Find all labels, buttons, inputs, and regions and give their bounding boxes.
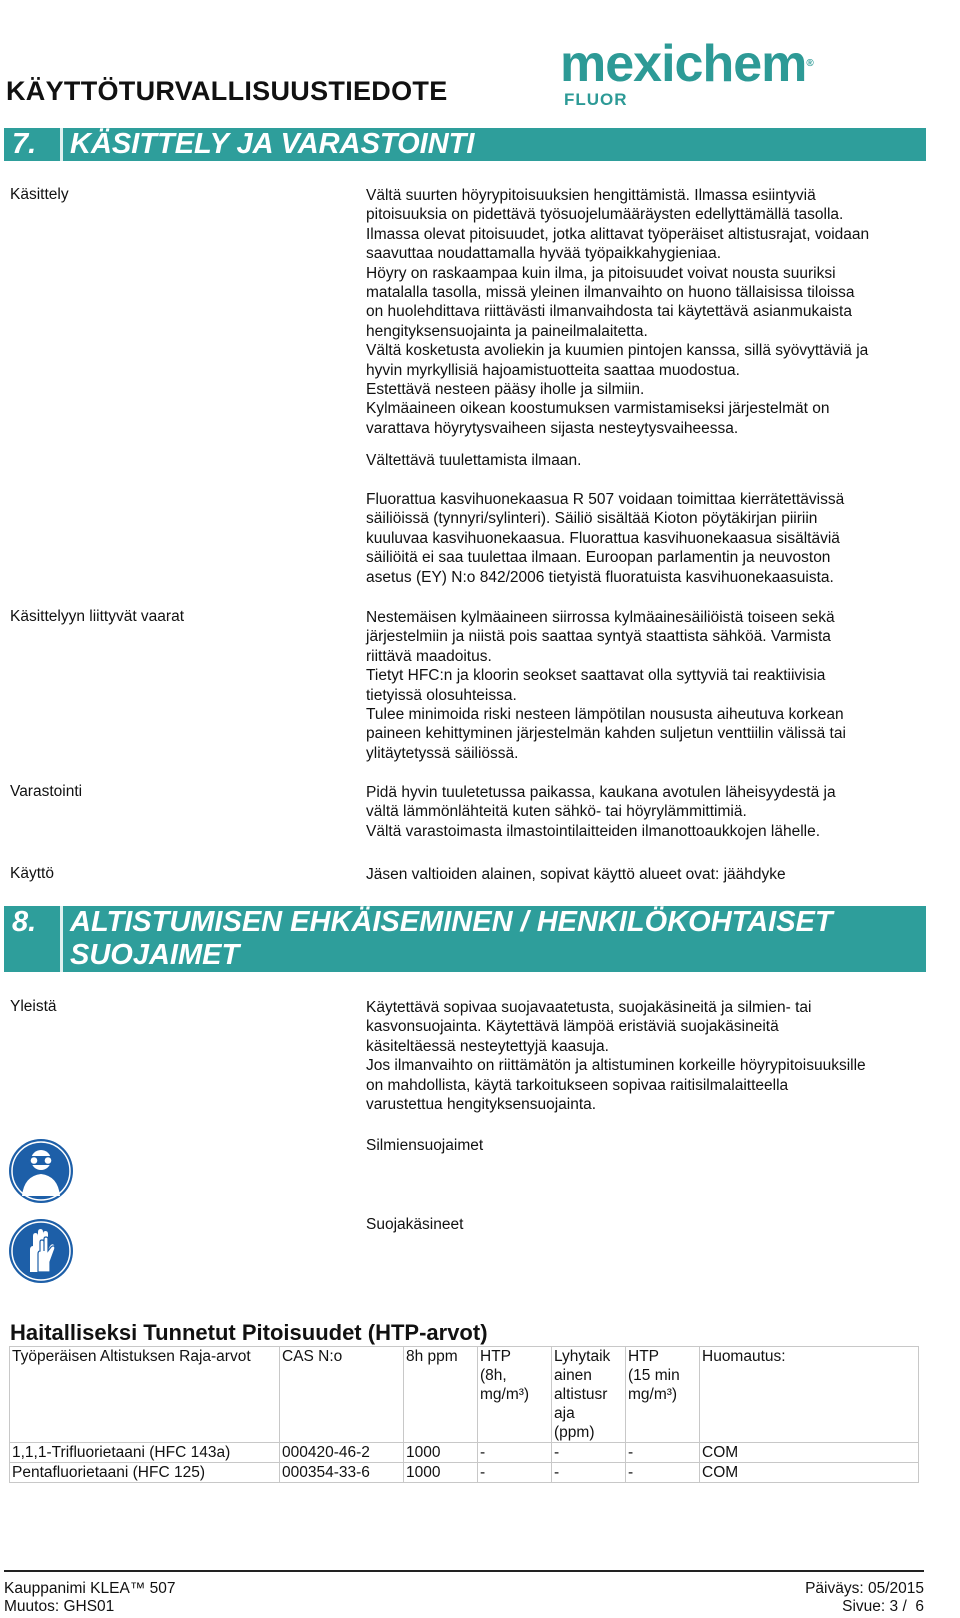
table-cell: - [478,1443,552,1463]
logo-subtext: FLUOR [564,90,628,109]
table-cell: 1000 [404,1443,478,1463]
section-divider [60,128,63,161]
use-text: Jäsen valtioiden alainen, sopivat käyttö alueet ovat: jäähdyke [366,866,786,883]
table-cell: 000354-33-6 [280,1463,404,1483]
logo-brand-text: mexichem [560,35,807,93]
footer-divider [4,1570,924,1572]
handling-venting-text: Vältettävä tuulettamista ilmaan. [366,452,582,469]
use-label: Käyttö [10,865,54,882]
hand-protection-label: Suojakäsineet [366,1216,464,1233]
table-cell: - [626,1463,700,1483]
table-header-cell: CAS N:o [280,1347,404,1443]
company-logo [560,35,813,109]
table-cell: - [626,1443,700,1463]
table-cell: - [552,1463,626,1483]
table-header-cell: HTP (15 min mg/m³) [626,1347,700,1443]
logo-registered-mark: ® [806,58,813,69]
table-cell: COM [700,1463,919,1483]
section-7-title: KÄSITTELY JA VARASTOINTI [70,128,475,160]
table-header-cell: Lyhytaik ainen altistusr aja (ppm) [552,1347,626,1443]
section-8-header [4,906,926,972]
storage-text: Pidä hyvin tuuletetussa paikassa, kaukana avotulen läheisyydestä ja vältä lämmönlähteitä kuten sähkö- tai höyrylämmittimiä. Vältä varastoimasta ilmastointilaitteiden ilmanottoaukkojen lähelle. [366,784,836,840]
table-header-cell: 8h ppm [404,1347,478,1443]
hazards-text: Nestemäisen kylmäaineen siirrossa kylmäainesäiliöistä toiseen sekä järjestelmiin ja niistä pois saattaa syntyä staattista sähköä. Varmista riittävä maadoitus. Tietyt HFC:n ja kloorin seokset saattavat olla syttyviä tai reaktiivisia tietyissä olosuhteissa. Tulee minimoida riski nesteen lämpötilan noususta aiheutuva korkean paineen kehittyminen järjestelmän kahden suljetun venttiilin välissä tai ylitäytetyssä säiliössä. [366,609,846,762]
gloves-icon [8,1218,74,1289]
handling-ghg-text: Fluorattua kasvihuonekaasua R 507 voidaan toimittaa kierrätettävissä säiliöissä (tynnyri/sylinteri). Säiliö sisältää Kioton pöytäkirjan piiriin kuuluvaa kasvihuonekaasua. Fluorattua kasvihuonekaasua sisältäviä säiliöitä ei saa tuulettaa ilmaan. Euroopan parlamentin ja neuvoston asetus (EY) N:o 842/2006 tietyistä fluoratuista kasvihuonekaasuista. [366,491,845,586]
table-header-cell: Huomautus: [700,1347,919,1443]
document-title: KÄYTTÖTURVALLISUUSTIEDOTE [6,76,448,106]
htp-table [9,1346,919,1483]
table-header-cell: HTP (8h, mg/m³) [478,1347,552,1443]
table-row [10,1463,919,1483]
section-7-header [4,128,926,161]
section-8-number: 8. [12,906,37,938]
handling-label: Käsittely [10,186,69,203]
hazards-label: Käsittelyyn liittyvät vaarat [10,608,185,625]
goggles-icon [8,1138,74,1209]
table-cell: 000420-46-2 [280,1443,404,1463]
storage-label: Varastointi [10,783,83,800]
table-cell: - [478,1463,552,1483]
table-header-cell: Työperäisen Altistuksen Raja-arvot [10,1347,280,1443]
table-cell: 1000 [404,1463,478,1483]
table-row [10,1443,919,1463]
general-text: Käytettävä sopivaa suojavaatetusta, suojakäsineitä ja silmien- tai kasvonsuojainta. Käytettävä lämpöä eristäviä suojakäsineitä käsiteltäessä nesteytettyjä kaasuja. Jos ilmanvaihto on riittämätön ja altistuminen korkeille höyrypitoisuuksille on mahdollista, käytä tarkoitukseen sopivaa raitisilmalaitteella varustettua hengityksensuojainta. [366,999,866,1114]
table-header-row [10,1347,919,1443]
general-label: Yleistä [10,998,57,1015]
htp-table-title: Haitalliseksi Tunnetut Pitoisuudet (HTP-arvot) [10,1320,488,1345]
table-cell: - [552,1443,626,1463]
eye-protection-label: Silmiensuojaimet [366,1137,484,1154]
table-cell: Pentafluorietaani (HFC 125) [10,1463,280,1483]
footer-revision: Muutos: GHS01 [4,1598,115,1615]
footer-product: Kauppanimi KLEA™ 507 [4,1580,176,1597]
footer-page-number: Sivue: 3 / 6 [842,1598,924,1615]
table-cell: 1,1,1-Trifluorietaani (HFC 143a) [10,1443,280,1463]
section-8-title-line1: ALTISTUMISEN EHKÄISEMINEN / HENKILÖKOHTAISET [70,906,833,938]
section-7-number: 7. [12,128,37,160]
handling-text: Vältä suurten höyrypitoisuuksien hengittämistä. Ilmassa esiintyviä pitoisuuksia on pidettävä työsuojelumääräysten edellyttämällä tasolla. Ilmassa olevat pitoisuudet, jotka alittavat työperäiset altistusrajat, voidaan saavuttaa noudattamalla hyvää työpaikkahygieniaa. Höyry on raskaampaa kuin ilma, ja pitoisuudet voivat nousta suuriksi matalalla tasolla, missä yleinen ilmanvaihto on huono tällaisissa tiloissa on huolehdittava riittävästi ilmanvaihdosta tai käytettävä asianmukaista hengityksensuojainta ja paineilmalaitetta. Vältä kosketusta avoliekin ja kuumien pintojen kanssa, sillä syövyttäviä ja hyvin myrkyllisiä hajoamistuotteita saattaa muodostua. Estettävä nesteen pääsy iholle ja silmiin. Kylmäaineen oikean koostumuksen varmistamiseksi järjestelmät on varattava höyrytysvaiheen sijasta nesteytysvaiheessa. [366,187,870,437]
section-divider [60,906,63,972]
table-cell: COM [700,1443,919,1463]
footer-date: Päiväys: 05/2015 [805,1580,924,1597]
section-8-title-line2: SUOJAIMET [70,939,240,971]
